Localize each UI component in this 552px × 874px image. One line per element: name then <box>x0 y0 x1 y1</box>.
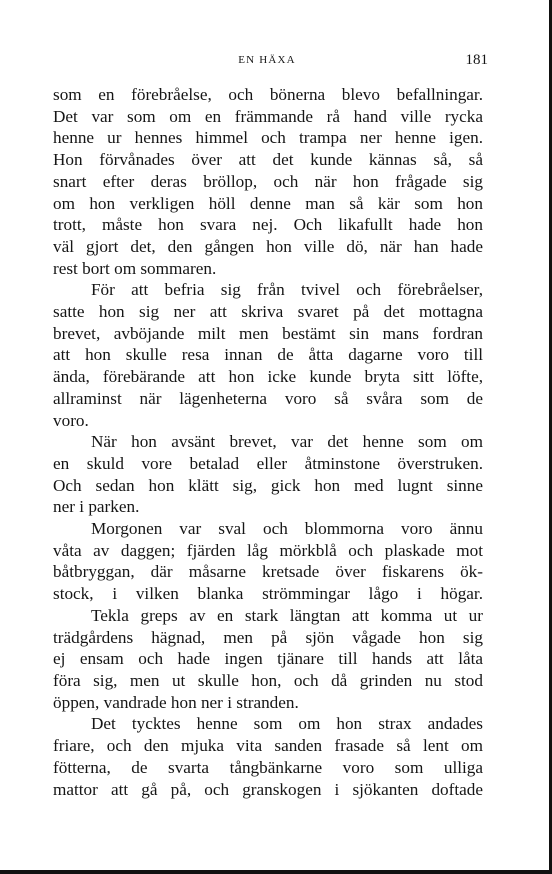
running-title: EN HÄXA <box>238 54 296 66</box>
text-line: brevet, avböjande milt men bestämt sin mans fordran <box>53 323 483 343</box>
text-line: mattor att gå på, och granskogen i sjökanten doftade <box>53 779 483 799</box>
text-line: ej ensam och hade ingen tjänare till hands att låta <box>53 649 483 669</box>
text-line: rest bort om sommaren. <box>53 258 217 278</box>
text-line: allraminst när lägenheterna voro så svåra som de <box>53 388 483 408</box>
text-line: om hon verkligen höll denne man så kär som hon <box>53 193 483 213</box>
text-line: satte hon sig ner att skriva svaret på det mottagna <box>53 302 483 322</box>
text-line: voro. <box>53 410 89 430</box>
page-edge-shadow-bottom <box>0 870 552 874</box>
text-line: snart efter deras bröllop, och när hon frågade sig <box>53 171 483 191</box>
running-head <box>52 52 488 72</box>
text-line: fötterna, de svarta tångbänkarne voro som ulliga <box>53 757 483 777</box>
text-line: som en förebråelse, och bönerna blevo befallningar. <box>53 85 483 104</box>
text-line: För att befria sig från tvivel och förebråelser, <box>91 280 483 300</box>
text-line: våta av daggen; fjärden låg mörkblå och plaskade mot <box>53 540 483 560</box>
text-line: ner i parken. <box>53 497 140 517</box>
text-line: Tekla greps av en stark längtan att komma ut ur <box>91 605 483 625</box>
text-line: stock, i vilken blanka strömmingar lågo i högar. <box>53 584 483 604</box>
body-text <box>53 84 483 800</box>
text-line: Det tycktes henne som om hon strax andades <box>91 714 483 734</box>
text-line: friare, och den mjuka vita sanden frasade så lent om <box>53 736 483 756</box>
text-line: öppen, vandrade hon ner i stranden. <box>53 692 299 712</box>
text-line: När hon avsänt brevet, var det henne som om <box>91 432 483 452</box>
text-line: väl gjort det, den gången hon ville dö, när han hade <box>53 236 483 256</box>
text-line: Morgonen var sval och blommorna voro ännu <box>91 519 483 539</box>
text-line: henne ur hennes himmel och trampa ner henne igen. <box>53 128 483 148</box>
text-line: att hon skulle resa innan de åtta dagarne voro till <box>53 345 483 365</box>
text-line: ända, förebärande att hon icke kunde bryta sitt löfte, <box>53 367 483 387</box>
text-line: en skuld vore betalad eller åtminstone överstruken. <box>53 453 483 473</box>
text-line: Hon förvånades över att det kunde kännas så, så <box>53 150 483 170</box>
text-line: Och sedan hon klätt sig, gick hon med lugnt sinne <box>53 475 483 495</box>
text-line: trädgårdens hägnad, men på sjön vågade hon sig <box>53 627 483 647</box>
text-line: båtbryggan, där måsarne kretsade över fiskarens ök- <box>53 562 483 582</box>
text-line: trott, måste hon svara nej. Och likafullt hade hon <box>53 215 483 235</box>
text-line: föra sig, men ut skulle hon, och då grinden nu stod <box>53 670 483 690</box>
page-number: 181 <box>465 52 488 68</box>
text-line: Det var som om en främmande rå hand ville rycka <box>53 106 483 126</box>
